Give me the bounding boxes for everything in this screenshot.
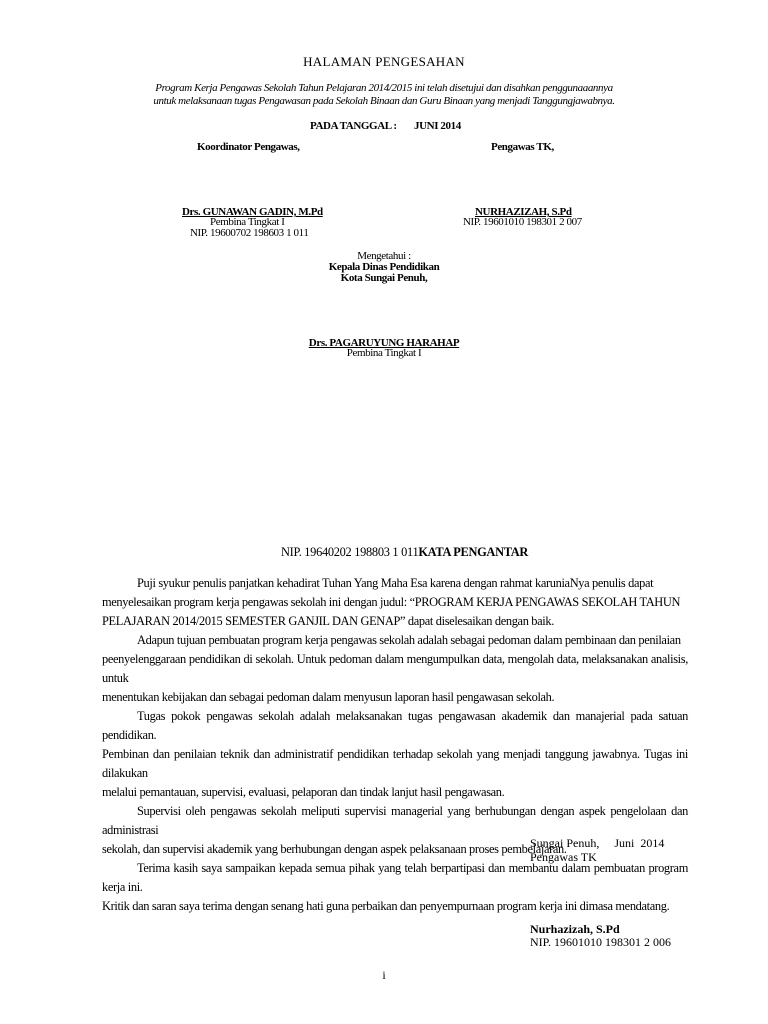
approval-title: HALAMAN PENGESAHAN: [303, 54, 465, 69]
approval-intro-line-1: Program Kerja Pengawas Sekolah Tahun Pelajaran 2014/2015 ini telah disetujui dan disahkan penggunaaannya: [155, 82, 613, 94]
coordinator-rank: Pembina Tingkat I: [210, 216, 285, 228]
supervisor-nip: NIP. 19601010 198301 2 007: [463, 216, 582, 228]
coordinator-nip: NIP. 19600702 198603 1 011: [190, 227, 309, 239]
signature-name: Nurhazizah, S.Pd: [530, 922, 620, 936]
foreword-p4-line-1: Supervisi oleh pengawas sekolah meliputi supervisi managerial yang berhubungan dengan aspek pengelolaan dan administrasi: [102, 804, 688, 837]
approval-date-label: PADA TANGGAL :: [310, 120, 397, 132]
acknowledged-office-line-2: Kota Sungai Penuh,: [340, 272, 428, 284]
foreword-p2-line-3: menentukan kebijakan dan sebagai pedoman dalam menyusun laporan hasil pengawasan sekolah.: [102, 690, 555, 704]
foreword-p4-line-2: sekolah, dan supervisi akademik yang berhubungan dengan aspek pelaksanaan proses pembelajaran.: [102, 842, 567, 856]
page-number: i: [382, 968, 386, 982]
coordinator-role: Koordinator Pengawas,: [197, 141, 300, 153]
foreword-p2-line-1: Adapun tujuan pembuatan program kerja pengawas sekolah adalah sebagai pedoman dalam pembinaan dan penilaian: [137, 633, 681, 647]
foreword-p3-line-1: Tugas pokok pengawas sekolah adalah melaksanakan tugas pengawasan akademik dan manajerial pada satuan pendidikan.: [102, 709, 688, 742]
acknowledged-office-line-1: Kepala Dinas Pendidikan: [328, 261, 440, 273]
acknowledger-name: Drs. PAGARUYUNG HARAHAP: [308, 337, 460, 349]
foreword-p1-line-3: PELAJARAN 2014/2015 SEMESTER GANJIL DAN GENAP” dapat diselesaikan dengan baik.: [102, 614, 554, 628]
foreword-heading-line: [281, 545, 528, 560]
foreword-p2-line-2: peenyelenggaraan pendidikan di sekolah. Untuk pedoman dalam mengumpulkan data, mengolah data, melaksanakan analisis, untuk: [102, 652, 688, 685]
coordinator-name: Drs. GUNAWAN GADIN, M.Pd: [182, 206, 323, 218]
acknowledger-rank: Pembina Tingkat I: [346, 347, 422, 359]
signature-nip: NIP. 19601010 198301 2 006: [530, 935, 672, 949]
foreword-nip-prefix: NIP. 19640202 198803 1 011: [281, 545, 419, 559]
approval-intro-line-2: untuk melaksanaan tugas Pengawasan pada Sekolah Binaan dan Guru Binaan yang menjadi Tanggungjawabnya.: [153, 95, 615, 107]
foreword-p3-line-2: Pembinan dan penilaian teknik dan administratif pendidikan terhadap sekolah yang menjadi tanggung jawabnya. Tugas ini dilakukan: [102, 747, 688, 780]
signature-role: Pengawas TK: [530, 850, 597, 864]
signature-place-date: Sungai Penuh, Juni 2014: [530, 836, 665, 850]
foreword-title: KATA PENGANTAR: [418, 545, 529, 559]
supervisor-name: NURHAZIZAH, S.Pd: [475, 206, 572, 218]
foreword-p3-line-3: melalui pemantauan, supervisi, evaluasi, pelaporan dan tindak lanjut hasil pengawasan.: [102, 785, 505, 799]
foreword-p5-line-2: Kritik dan saran saya terima dengan senang hati guna perbaikan dan penyempurnaan program kerja ini dimasa mendatang.: [102, 899, 670, 913]
foreword-p5-line-1: Terima kasih saya sampaikan kepada semua pihak yang telah berpartipasi dan membantu dalam pembuatan program kerja ini.: [102, 861, 688, 894]
foreword-p1-line-1: Puji syukur penulis panjatkan kehadirat Tuhan Yang Maha Esa karena dengan rahmat karuniaNya penulis dapat: [137, 576, 654, 590]
supervisor-role: Pengawas TK,: [491, 141, 554, 153]
approval-date-value: JUNI 2014: [414, 120, 461, 132]
foreword-p1-line-2: menyelesaikan program kerja pengawas sekolah ini dengan judul: “PROGRAM KERJA PENGAWAS SEKOLAH TAHUN: [102, 595, 681, 609]
foreword-body: [102, 574, 688, 916]
acknowledged-label: Mengetahui :: [357, 250, 411, 262]
